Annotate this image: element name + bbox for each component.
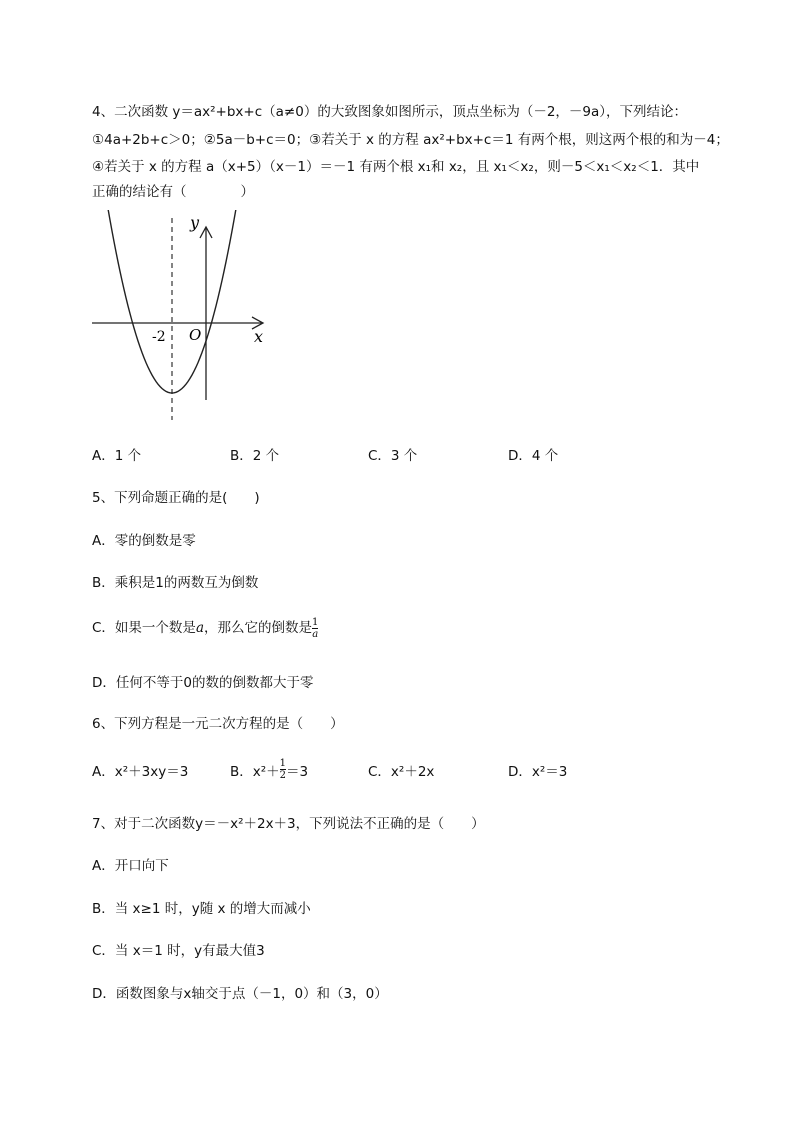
q5-c-denominator: a	[312, 628, 319, 640]
q6-option-b[interactable]	[230, 757, 309, 781]
q5-c-fraction	[312, 617, 318, 640]
q4-stem-line-4: 正确的结论有（ ）	[92, 184, 254, 200]
q6-option-a[interactable]: A．x²＋3xy＝3	[92, 764, 189, 780]
q5-c-var: a	[195, 620, 204, 636]
q4-stem-line-2: ①4a+2b+c＞0；②5a－b+c＝0；③若关于 x 的方程 ax²+bx+c＝1 有两个根，则这两个根的和为－4；	[92, 132, 729, 148]
q5-option-b[interactable]: B．乘积是1的两数互为倒数	[92, 575, 259, 591]
q5-c-numerator: 1	[312, 616, 319, 628]
q6-option-c[interactable]: C．x²＋2x	[368, 764, 435, 780]
q7-option-c[interactable]: C．当 x＝1 时，y有最大值3	[92, 943, 265, 959]
q5-c-mid: ，那么它的倒数是	[204, 620, 312, 636]
q5-option-c[interactable]	[92, 616, 318, 640]
q4-option-a[interactable]: A．1 个	[92, 448, 142, 464]
q4-stem-line-3: ④若关于 x 的方程 a（x+5）（x－1）＝－1 有两个根 x₁和 x₂，且 x₁＜x₂，则－5＜x₁＜x₂＜1．其中	[92, 159, 700, 175]
q7-stem: 7、对于二次函数y＝－x²＋2x＋3，下列说法不正确的是（ ）	[92, 816, 485, 832]
q4-option-d[interactable]: D．4 个	[508, 448, 559, 464]
parabola-graph	[90, 210, 270, 420]
q7-option-d[interactable]: D．函数图象与x轴交于点（－1，0）和（3，0）	[92, 986, 388, 1002]
q7-option-a[interactable]: A．开口向下	[92, 858, 169, 874]
q6-b-denominator: 2	[279, 769, 287, 781]
q7-option-b[interactable]: B．当 x≥1 时，y随 x 的增大而减小	[92, 901, 311, 917]
q6-b-suffix: ＝3	[286, 764, 309, 780]
q5-c-prefix: C．如果一个数是	[92, 620, 196, 636]
q5-stem: 5、下列命题正确的是( )	[92, 490, 260, 506]
origin-label: O	[189, 326, 202, 344]
q4-stem-line-1: 4、二次函数 y＝ax²+bx+c（a≠0）的大致图象如图所示，顶点坐标为（－2，－9a），下列结论：	[92, 104, 688, 120]
q5-option-a[interactable]: A．零的倒数是零	[92, 533, 196, 549]
q6-b-numerator: 1	[279, 757, 287, 769]
y-axis-label: y	[190, 213, 200, 232]
q6-option-d[interactable]: D．x²＝3	[508, 764, 568, 780]
q6-stem: 6、下列方程是一元二次方程的是（ ）	[92, 716, 344, 732]
q4-option-b[interactable]: B．2 个	[230, 448, 280, 464]
q5-option-d[interactable]: D．任何不等于0的数的倒数都大于零	[92, 675, 314, 691]
q4-option-c[interactable]: C．3 个	[368, 448, 418, 464]
q6-b-prefix: B．x²＋	[230, 764, 280, 780]
vertex-x-label: -2	[152, 329, 166, 345]
x-axis-label: x	[254, 327, 264, 346]
parabola-curve	[100, 210, 240, 393]
